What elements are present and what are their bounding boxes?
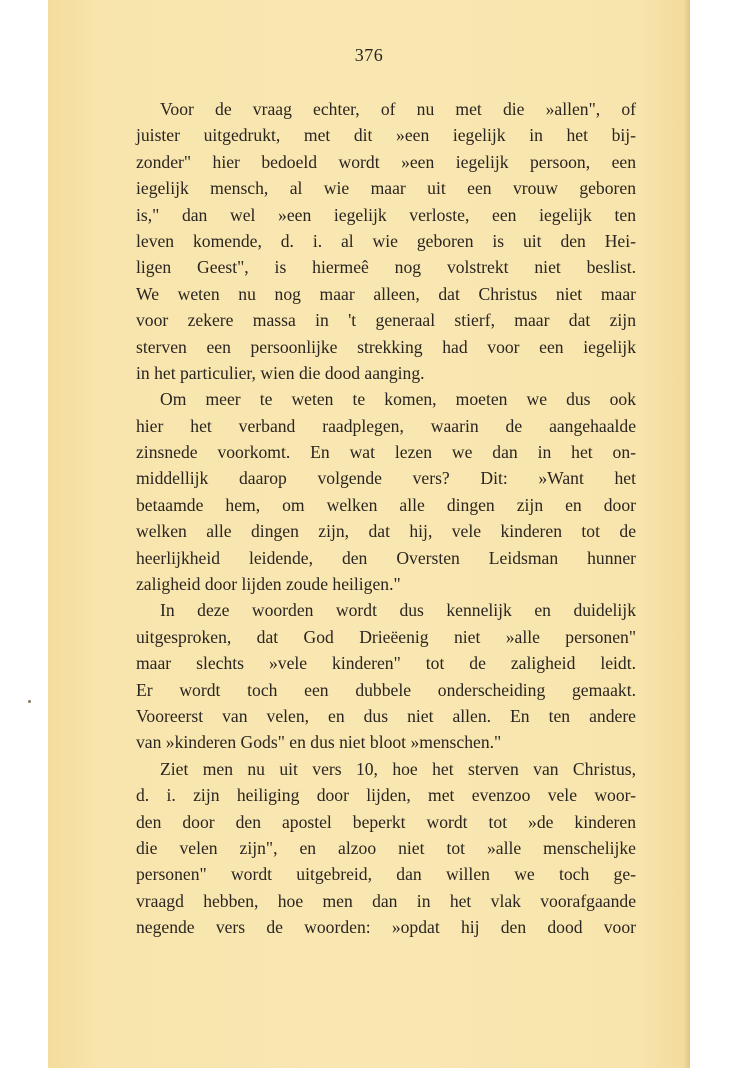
text-line: Om meer te weten te komen, moeten we dus ook [160, 389, 636, 410]
book-page [48, 0, 690, 1068]
text-line: in het particulier, wien die dood aanging. [136, 362, 425, 383]
text-line: Ziet men nu uit vers 10, hoe het sterven van Christus, [160, 758, 636, 779]
page-edge-shadow [684, 0, 690, 1068]
text-line: hier het verband raadplegen, waarin de aangehaalde [136, 415, 636, 436]
text-line: In deze woorden wordt dus kennelijk en duidelijk [160, 600, 636, 621]
text-line: Vooreerst van velen, en dus niet allen. En ten andere [136, 705, 636, 726]
text-line: heerlijkheid leidende, den Oversten Leidsman hunner [136, 547, 636, 568]
text-line: is," dan wel »een iegelijk verloste, een iegelijk ten [136, 204, 636, 225]
text-line: iegelijk mensch, al wie maar uit een vrouw geboren [136, 178, 636, 199]
body-text [136, 96, 636, 941]
text-line: vraagd hebben, hoe men dan in het vlak voorafgaande [136, 890, 636, 911]
text-line: leven komende, d. i. al wie geboren is uit den Hei- [136, 230, 636, 251]
text-line: ligen Geest", is hiermeê nog volstrekt niet beslist. [136, 257, 636, 278]
stray-ink-mark [28, 700, 31, 703]
text-line: d. i. zijn heiliging door lijden, met evenzoo vele woor- [136, 785, 636, 806]
text-line: Er wordt toch een dubbele onderscheiding gemaakt. [136, 679, 636, 700]
text-line: We weten nu nog maar alleen, dat Christus niet maar [136, 283, 636, 304]
text-line: uitgesproken, dat God Drieëenig niet »alle personen" [136, 626, 636, 647]
text-line: die velen zijn", en alzoo niet tot »alle menschelijke [136, 837, 636, 858]
text-line: middellijk daarop volgende vers? Dit: »Want het [136, 468, 636, 489]
text-line: maar slechts »vele kinderen" tot de zaligheid leidt. [136, 653, 636, 674]
text-line: welken alle dingen zijn, dat hij, vele kinderen tot de [136, 521, 636, 542]
text-line: zonder" hier bedoeld wordt »een iegelijk persoon, een [136, 151, 636, 172]
page-number: 376 [354, 45, 384, 65]
text-line: betaamde hem, om welken alle dingen zijn en door [136, 494, 636, 515]
text-line: personen" wordt uitgebreid, dan willen we toch ge- [136, 864, 636, 885]
text-line: den door den apostel beperkt wordt tot »de kinderen [136, 811, 636, 832]
text-line: zinsnede voorkomt. En wat lezen we dan in het on- [136, 442, 636, 463]
text-line: sterven een persoonlijke strekking had voor een iegelijk [136, 336, 636, 357]
text-line: zaligheid door lijden zoude heiligen." [136, 574, 401, 595]
text-line: juister uitgedrukt, met dit »een iegelijk in het bij- [136, 125, 636, 146]
text-line: van »kinderen Gods" en dus niet bloot »menschen." [136, 732, 502, 753]
text-line: Voor de vraag echter, of nu met die »allen", of [160, 99, 636, 119]
text-line: negende vers de woorden: »opdat hij den dood voor [136, 917, 636, 938]
text-line: voor zekere massa in 't generaal stierf, maar dat zijn [136, 310, 636, 331]
